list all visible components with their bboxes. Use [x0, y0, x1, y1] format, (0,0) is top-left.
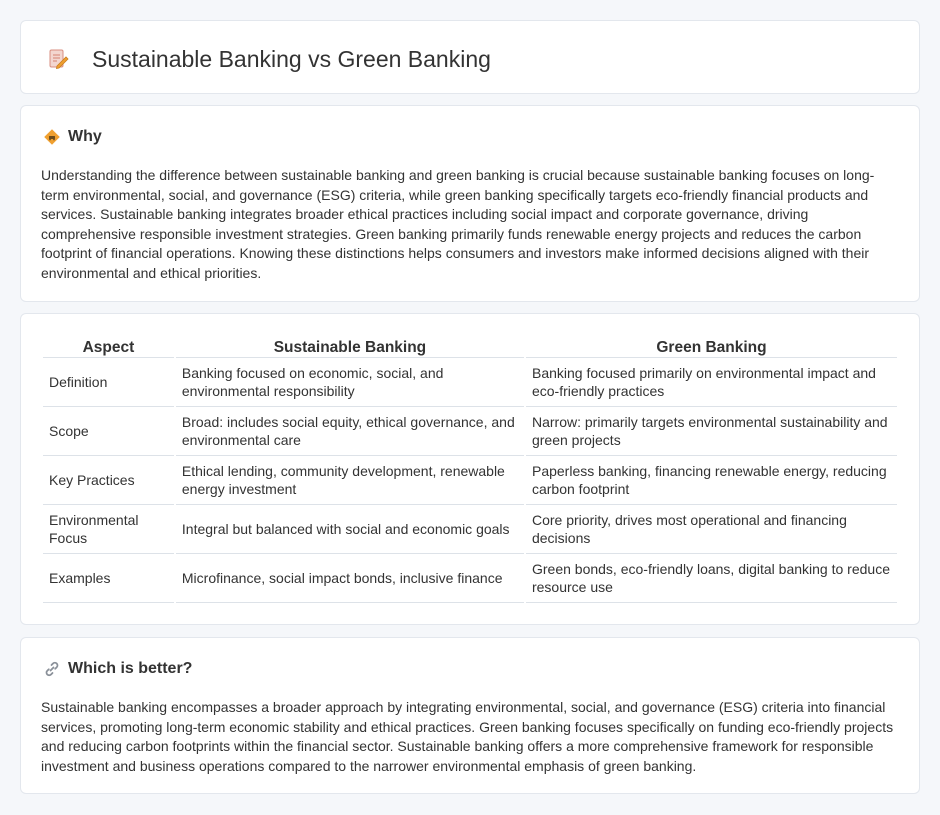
row-sustainable: Broad: includes social equity, ethical governance, and environmental care — [176, 407, 524, 456]
row-green: Narrow: primarily targets environmental sustainability and green projects — [526, 407, 897, 456]
row-green: Banking focused primarily on environmental impact and eco-friendly practices — [526, 358, 897, 407]
title-card — [20, 20, 920, 94]
table-row — [43, 505, 897, 554]
why-section — [20, 105, 920, 302]
row-sustainable: Microfinance, social impact bonds, inclusive finance — [176, 554, 524, 603]
better-text: Sustainable banking encompasses a broader approach by integrating environmental, social, and governance (ESG) criteria into financial services, promoting long-term economic stability and ethical practices. Green banking focuses specifically on funding eco-friendly projects and reducing carbon footprints within the financial sector. Sustainable banking offers a more comprehensive framework for responsible investment and business operations compared to the narrower environmental emphasis of green banking. — [41, 699, 894, 774]
comparison-table — [41, 336, 899, 603]
table-header-row — [43, 336, 897, 358]
table-row — [43, 456, 897, 505]
row-green: Paperless banking, financing renewable energy, reducing carbon footprint — [526, 456, 897, 505]
better-heading-row — [43, 659, 192, 679]
row-aspect: Definition — [43, 358, 174, 407]
page-title: Sustainable Banking vs Green Banking — [92, 46, 491, 72]
table-row — [43, 554, 897, 603]
row-aspect: Environmental Focus — [43, 505, 174, 554]
header-aspect: Aspect — [43, 336, 174, 358]
diamond-sign-icon — [43, 128, 61, 146]
header-sustainable-banking: Sustainable Banking — [176, 336, 524, 358]
table-row — [43, 407, 897, 456]
row-sustainable: Banking focused on economic, social, and environmental responsibility — [176, 358, 524, 407]
comparison-section — [20, 313, 920, 625]
row-aspect: Scope — [43, 407, 174, 456]
row-sustainable: Ethical lending, community development, renewable energy investment — [176, 456, 524, 505]
row-green: Green bonds, eco-friendly loans, digital banking to reduce resource use — [526, 554, 897, 603]
row-green: Core priority, drives most operational and financing decisions — [526, 505, 897, 554]
why-text: Understanding the difference between sustainable banking and green banking is crucial because sustainable banking focuses on long-term environmental, social, and governance (ESG) criteria, while green banking specifically targets eco-friendly financial products and services. Sustainable banking integrates broader ethical practices including social impact and corporate governance, driving comprehensive responsible investment strategies. Green banking primarily funds renewable energy projects and reduces the carbon footprint of financial operations. Knowing these distinctions helps consumers and investors make informed decisions aligned with their environmental and ethical priorities. — [41, 167, 875, 281]
row-aspect: Key Practices — [43, 456, 174, 505]
document-pencil-icon — [47, 48, 69, 70]
link-icon — [43, 660, 61, 678]
row-aspect: Examples — [43, 554, 174, 603]
better-heading: Which is better? — [68, 660, 193, 677]
header-green-banking: Green Banking — [526, 336, 897, 358]
row-sustainable: Integral but balanced with social and economic goals — [176, 505, 524, 554]
why-heading: Why — [68, 128, 102, 145]
table-row — [43, 358, 897, 407]
why-heading-row — [43, 127, 102, 147]
better-section — [20, 637, 920, 794]
